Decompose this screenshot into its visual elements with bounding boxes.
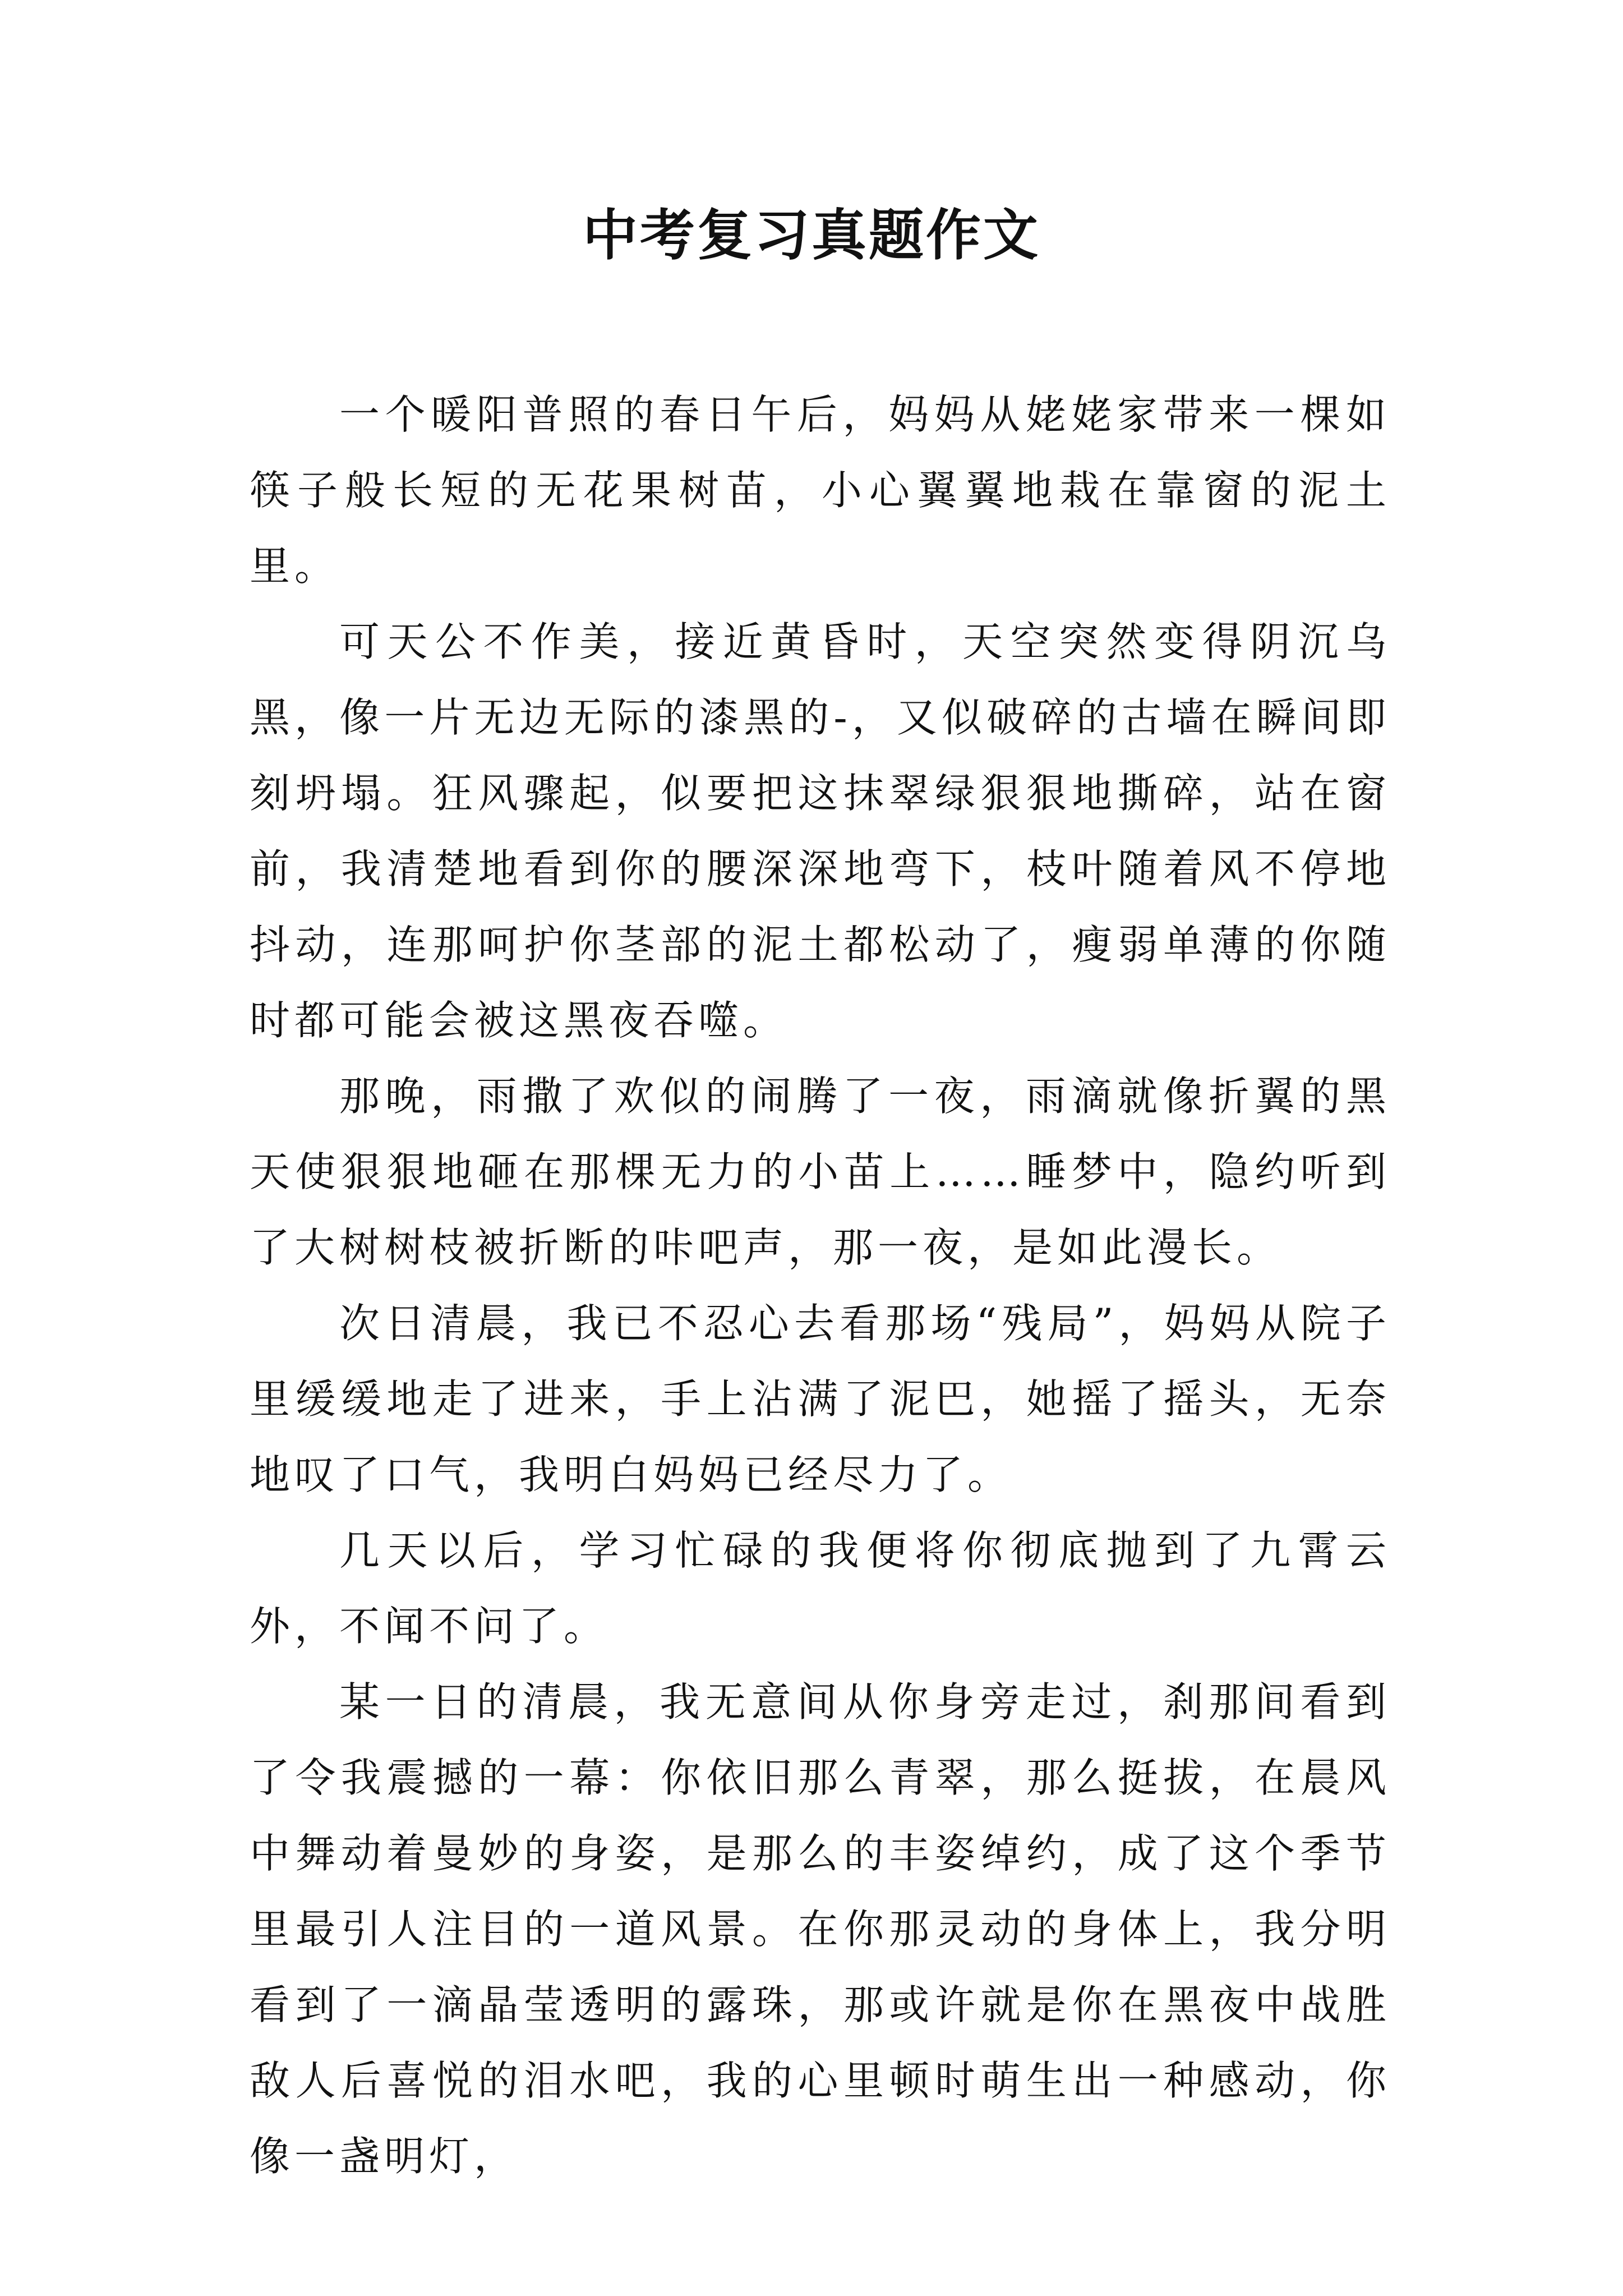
paragraph: 那晚，雨撒了欢似的闹腾了一夜，雨滴就像折翼的黑天使狠狠地砸在那棵无力的小苗上……睡梦中，隐约听到了大树树枝被折断的咔吧声，那一夜，是如此漫长。 (250, 1073, 1391, 1271)
paragraph: 次日清晨，我已不忍心去看那场“残局”，妈妈从院子里缓缓地走了进来，手上沾满了泥巴，她摇了摇头，无奈地叹了口气，我明白妈妈已经尽力了。 (250, 1300, 1391, 1498)
paragraph: 几天以后，学习忙碌的我便将你彻底抛到了九霄云外，不闻不问了。 (250, 1527, 1391, 1650)
document-title: 中考复习真题作文 (582, 203, 1040, 268)
paragraph: 一个暖阳普照的春日午后，妈妈从姥姥家带来一棵如筷子般长短的无花果树苗，小心翼翼地栽在靠窗的泥土里。 (250, 391, 1391, 590)
essay-body (250, 377, 1391, 2194)
paragraph: 某一日的清晨，我无意间从你身旁走过，刹那间看到了令我震撼的一幕：你依旧那么青翠，那么挺拔，在晨风中舞动着曼妙的身姿，是那么的丰姿绰约，成了这个季节里最引人注目的一道风景。在你那灵动的身体上，我分明看到了一滴晶莹透明的露珠，那或许就是你在黑夜中战胜敌人后喜悦的泪水吧，我的心里顿时萌生出一种感动，你像一盏明灯， (250, 1678, 1391, 2180)
paragraph: 可天公不作美，接近黄昏时，天空突然变得阴沉乌黑，像一片无边无际的漆黑的-，又似破碎的古墙在瞬间即刻坍塌。狂风骤起，似要把这抹翠绿狠狠地撕碎，站在窗前，我清楚地看到你的腰深深地弯下，枝叶随着风不停地抖动，连那呵护你茎部的泥土都松动了，瘦弱单薄的你随时都可能会被这黑夜吞噬。 (250, 618, 1391, 1044)
